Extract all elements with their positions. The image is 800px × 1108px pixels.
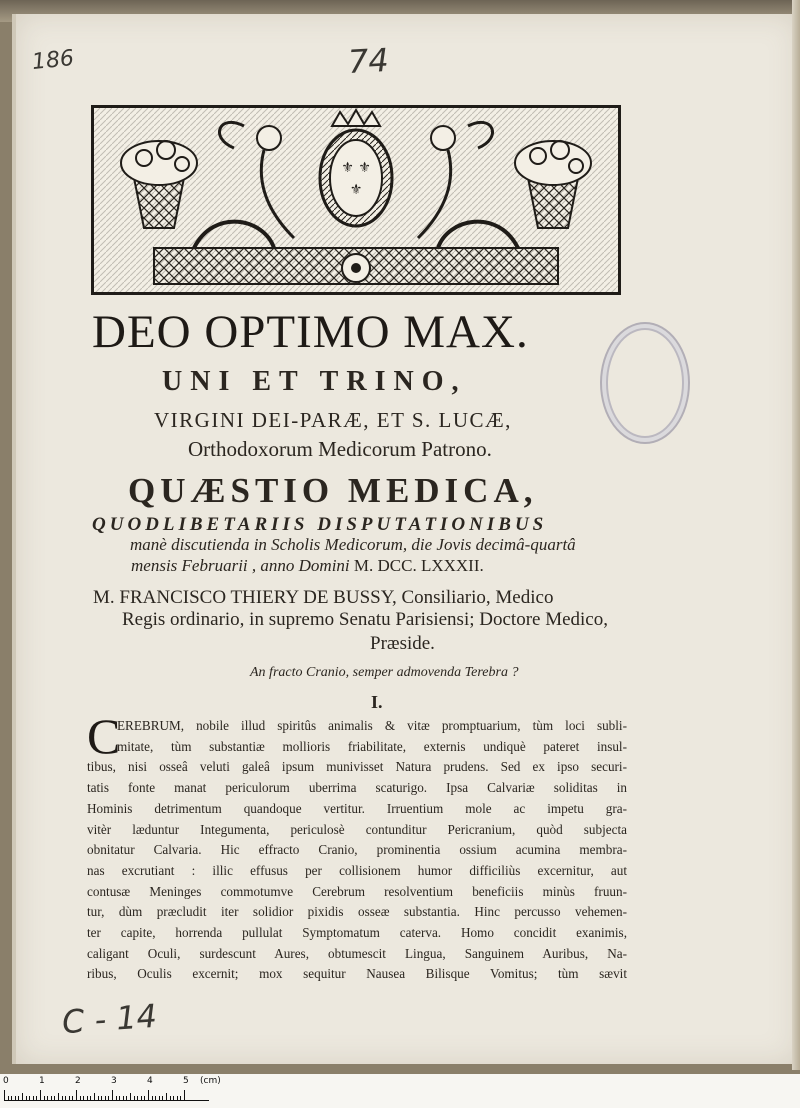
handwritten-folio: 186 [30, 45, 76, 76]
ruler-tick [173, 1096, 174, 1100]
ruler-tick [40, 1090, 41, 1100]
question-line-3 [131, 556, 484, 576]
question-date-italic: mensis Februarii , anno Domini [131, 556, 350, 575]
ruler-tick [137, 1096, 138, 1100]
ruler-tick [177, 1096, 178, 1100]
ruler-tick [119, 1096, 120, 1100]
ruler-tick [62, 1096, 63, 1100]
ruler-tick [83, 1096, 84, 1100]
engraved-headpiece [91, 105, 621, 295]
ruler-tick [105, 1096, 106, 1100]
ruler-label: 4 [147, 1076, 153, 1086]
handwritten-shelfmark: C - 14 [60, 996, 159, 1042]
ruler-unit: (cm) [200, 1076, 221, 1086]
ruler-tick [166, 1093, 167, 1100]
ruler-tick [44, 1096, 45, 1100]
ruler-tick [155, 1096, 156, 1100]
title-line-4: Orthodoxorum Medicorum Patrono. [188, 437, 492, 461]
ruler-tick [47, 1096, 48, 1100]
ruler-tick [141, 1096, 142, 1100]
ruler-label: 2 [75, 1076, 81, 1086]
ruler-tick [15, 1096, 16, 1100]
ruler-tick [22, 1093, 23, 1100]
scale-ruler [0, 1074, 800, 1108]
ruler-tick [58, 1093, 59, 1100]
body-text [87, 716, 627, 985]
body-line: ribus, Oculis excernit; mox sequitur Nausea Bilisque Vomitus; tùm sævit [87, 966, 627, 982]
body-line: nas excrutiant : illic effusus per collisionem humor difficiliùs excernitur, aut [87, 862, 627, 878]
ruler-tick [159, 1096, 160, 1100]
drop-capital: C [87, 708, 121, 764]
body-line: Hominis detrimentum quandoque vertitur. Irruentium mole ac impetu gra- [87, 800, 627, 816]
page-edge [792, 0, 800, 1070]
question-heading: QUÆSTIO MEDICA, [128, 471, 538, 510]
ruler-tick [134, 1096, 135, 1100]
ruler-tick [123, 1096, 124, 1100]
ruler-tick [11, 1096, 12, 1100]
title-line-2: UNI ET TRINO, [162, 366, 467, 397]
ruler-tick [87, 1096, 88, 1100]
section-number: I. [371, 692, 383, 712]
ruler-label: 0 [3, 1076, 9, 1086]
ruler-tick [184, 1090, 185, 1100]
ruler-tick [51, 1096, 52, 1100]
question-line-2: manè discutienda in Scholis Medicorum, die Jovis decimâ-quartâ [130, 535, 576, 554]
ruler-label: 3 [111, 1076, 117, 1086]
ruler-tick [101, 1096, 102, 1100]
body-line: tibus, nisi osseâ veluti galeâ ipsum munivisset Natura prudens. Sed ex ipso securi- [87, 759, 627, 775]
ruler-label: 1 [39, 1076, 45, 1086]
ruler-tick [130, 1093, 131, 1100]
ruler-tick [162, 1096, 163, 1100]
ruler-tick [98, 1096, 99, 1100]
question-line-1: QUODLIBETARIIS DISPUTATIONIBUS [92, 514, 548, 535]
ruler-tick [26, 1096, 27, 1100]
ruler-tick [170, 1096, 171, 1100]
ruler-tick [54, 1096, 55, 1100]
ruler-tick [36, 1096, 37, 1100]
body-line: mitate, tùm substantiæ mollioris friabilitate, externis undiquè pateret insul- [117, 738, 627, 754]
thesis-question: An fracto Cranio, semper admovenda Terebra ? [250, 665, 519, 680]
ruler-tick [76, 1090, 77, 1100]
ruler-tick [180, 1096, 181, 1100]
svg-text:⚜: ⚜ [349, 182, 363, 198]
ruler-tick [33, 1096, 34, 1100]
ruler-tick [116, 1096, 117, 1100]
ruler-tick [72, 1096, 73, 1100]
body-line: caligant Oculi, surdescunt Aures, obtumescit Lingua, Sanguinem Auribus, Na- [87, 945, 627, 961]
ruler-tick [144, 1096, 145, 1100]
body-line: obnitatur Calvaria. Hic effracto Cranio, prominentia ossium acumina membra- [87, 842, 627, 858]
body-line: contusæ Meninges commotumve Cerebrum resolventium beneficiis minùs fruun- [87, 883, 627, 899]
ruler-tick [126, 1096, 127, 1100]
ruler-tick [90, 1096, 91, 1100]
title-line-3: VIRGINI DEI-PARÆ, ET S. LUCÆ, [154, 408, 512, 432]
ruler-tick [29, 1096, 30, 1100]
ruler-tick [8, 1096, 9, 1100]
ruler-bar [4, 1094, 209, 1101]
ruler-tick [4, 1090, 5, 1100]
ruler-tick [108, 1096, 109, 1100]
question-year: M. DCC. LXXXII. [349, 556, 484, 575]
praeses-line-3: Præside. [370, 633, 435, 654]
library-stamp [600, 322, 690, 444]
handwritten-page-number: 74 [347, 40, 390, 82]
body-line: EREBRUM, nobile illud spiritûs animalis & vitæ promptuarium, tùm loci subli- [117, 718, 627, 733]
ruler-tick [152, 1096, 153, 1100]
body-line: vitèr læduntur Integumenta, periculosè contunditur Pericranium, quòd subjecta [87, 821, 627, 837]
praeses-line-2: Regis ordinario, in supremo Senatu Parisiensi; Doctore Medico, [122, 609, 608, 630]
ruler-tick [94, 1093, 95, 1100]
body-line: tur, dùm præcludit iter solidior pixidis osseæ substantia. Hinc percusso vehemen- [87, 904, 627, 920]
ruler-tick [65, 1096, 66, 1100]
ruler-tick [148, 1090, 149, 1100]
ruler-label: 5 [183, 1076, 189, 1086]
praeses-line-1: M. FRANCISCO THIERY DE BUSSY, Consiliario, Medico [93, 587, 554, 608]
ruler-tick [18, 1096, 19, 1100]
ruler-tick [112, 1090, 113, 1100]
body-line: tatis fonte manat periculorum uberrima scaturigo. Ipsa Calvariæ soliditas in [87, 780, 627, 796]
ruler-tick [80, 1096, 81, 1100]
title-line-1: DEO OPTIMO MAX. [92, 306, 529, 358]
svg-text:⚜ ⚜: ⚜ ⚜ [341, 160, 371, 176]
body-line: ter capite, horrenda pullulat Symptomatum caterva. Homo concidit exanimis, [87, 925, 627, 941]
ruler-tick [69, 1096, 70, 1100]
